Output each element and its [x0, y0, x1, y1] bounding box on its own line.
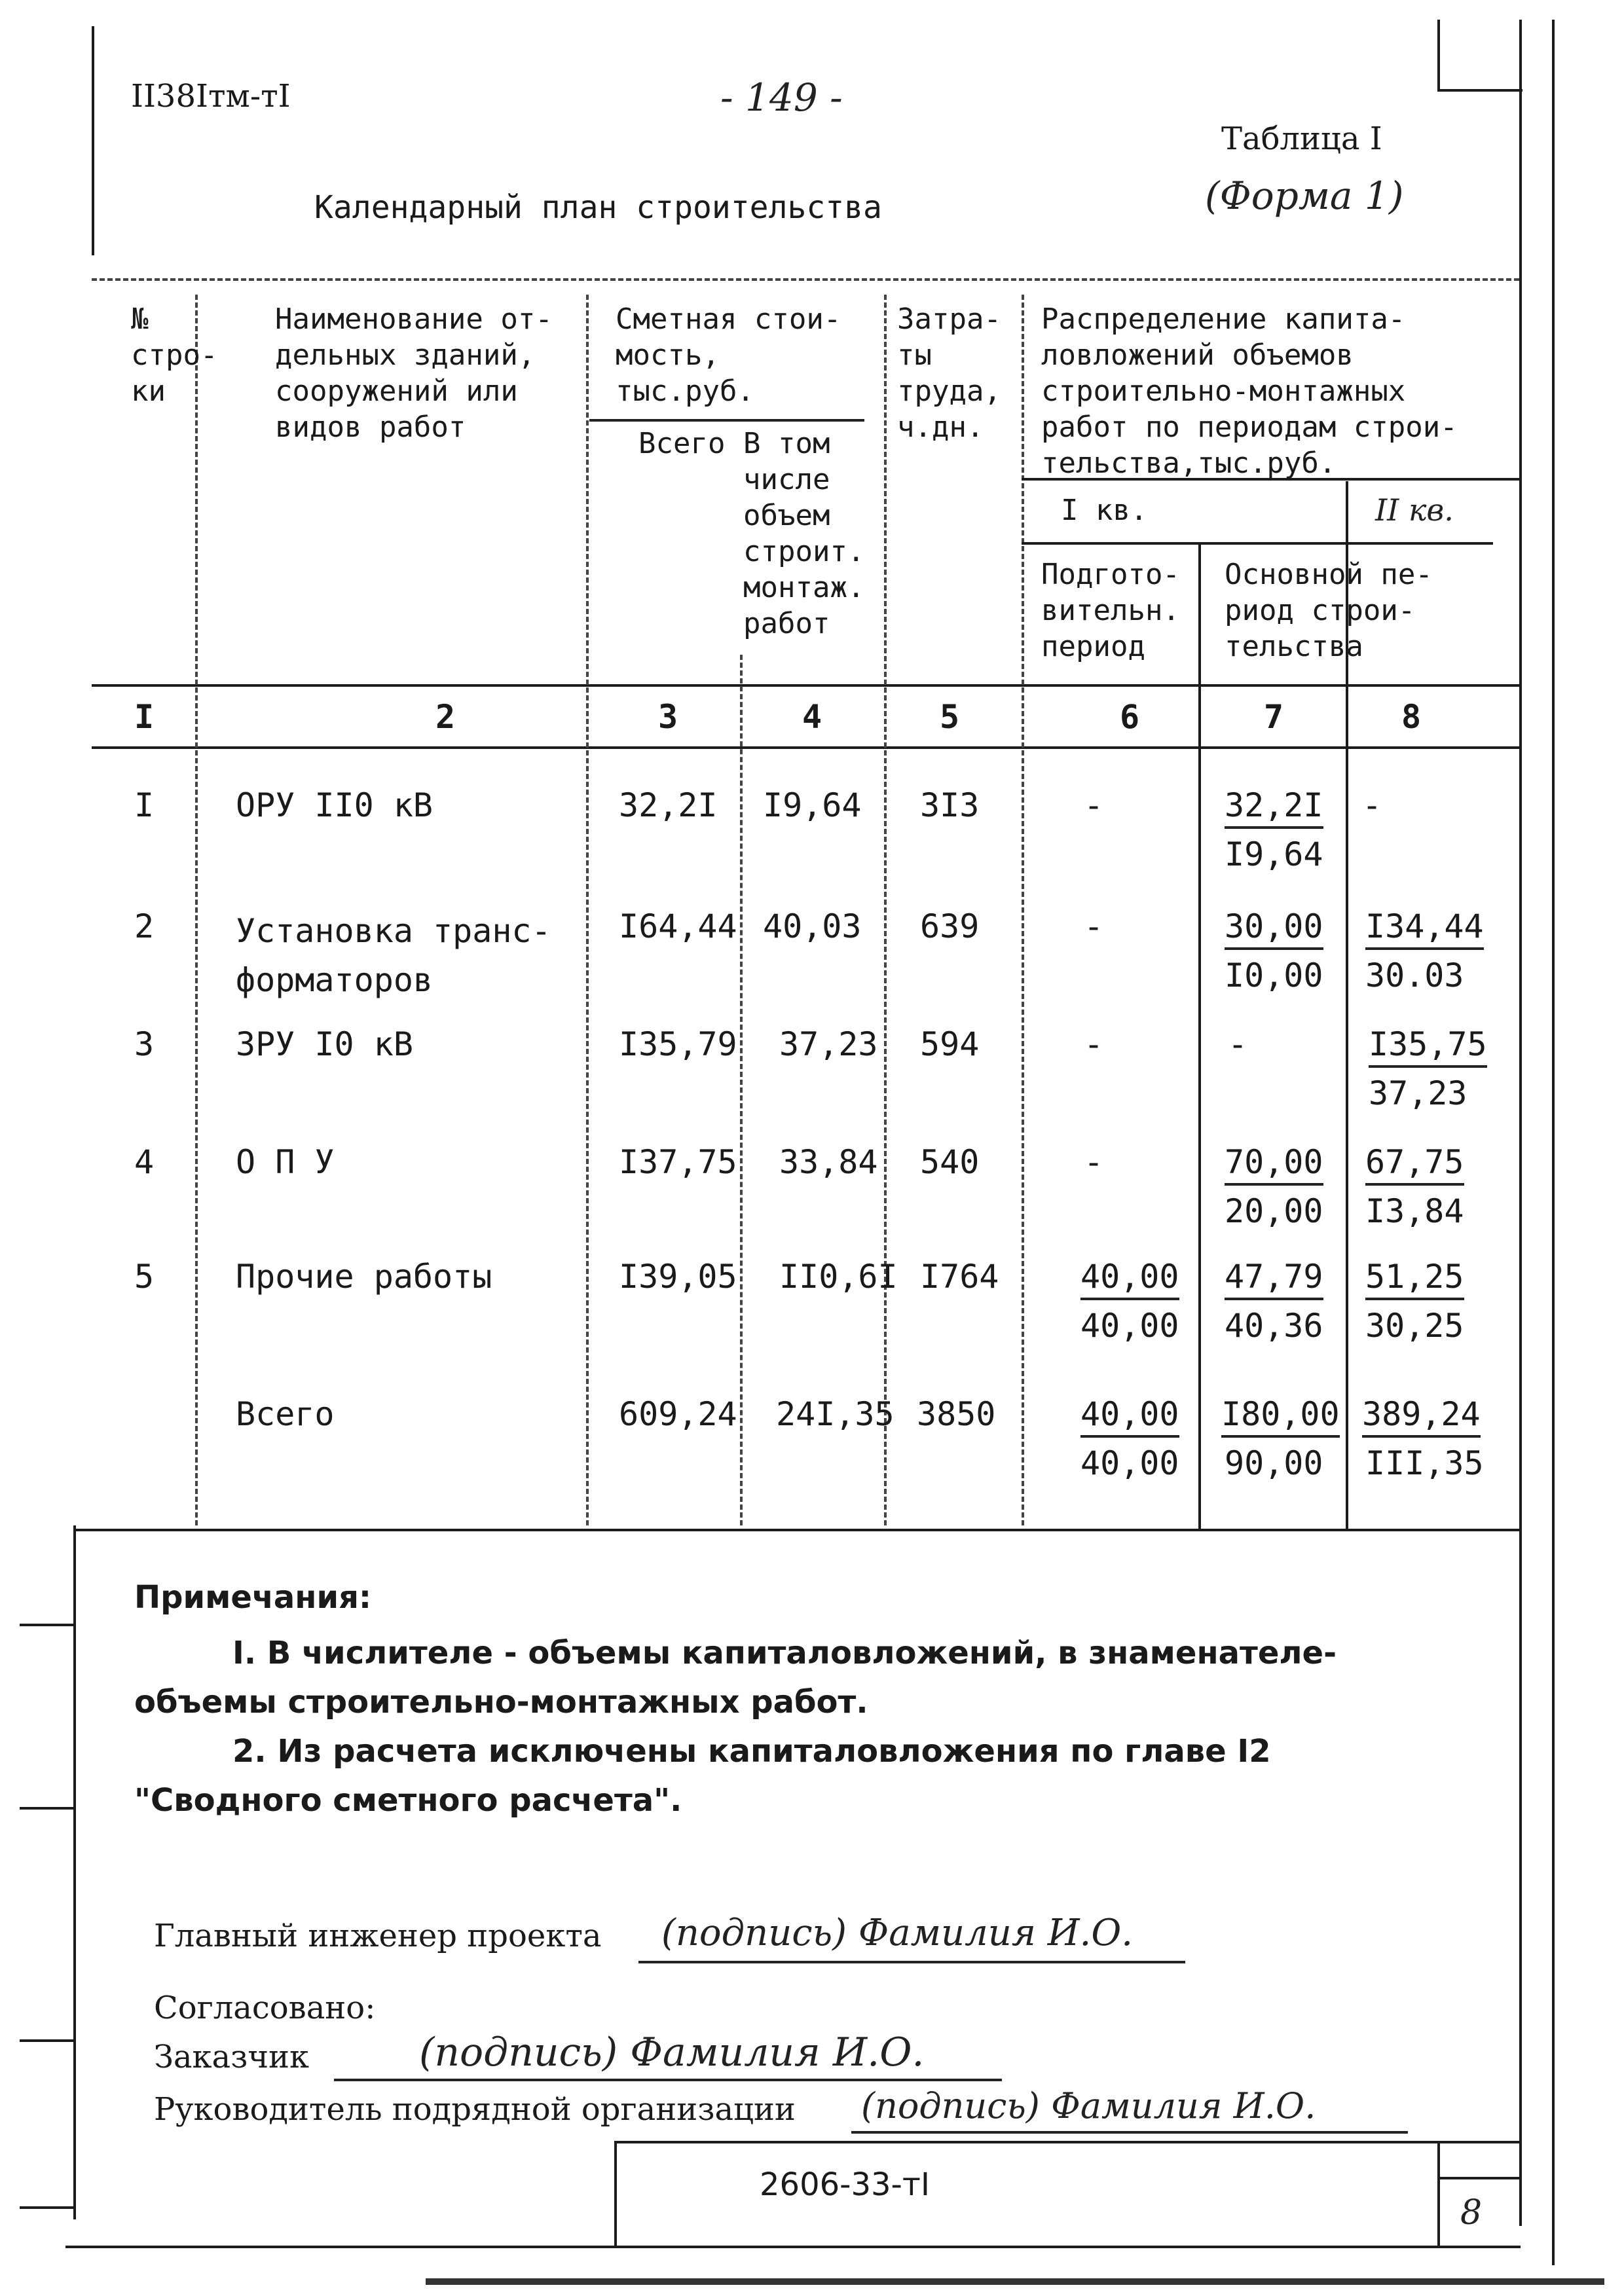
- col-header-estimated-cost: Сметная стои- мость, тыс.руб.: [616, 302, 841, 408]
- row-prep-den: 40,00: [1080, 1307, 1179, 1345]
- contractor-signature-line: [851, 2131, 1408, 2134]
- corner-mark-v: [1437, 20, 1440, 92]
- column-number: 7: [1264, 698, 1284, 736]
- row-labor: 540: [920, 1143, 980, 1181]
- row-smr: 37,23: [779, 1025, 878, 1063]
- row-name: Установка транс- форматоров: [236, 912, 551, 999]
- table-label: Таблица I: [1221, 120, 1382, 157]
- col-header-main-period: Основной пе- риод строи- тельства: [1225, 558, 1433, 663]
- row-smr: 40,03: [763, 907, 862, 945]
- col-header-row-number: № стро- ки: [131, 302, 218, 408]
- total-row-prep-den: 40,00: [1080, 1444, 1179, 1482]
- row-main-num: -: [1228, 1025, 1248, 1063]
- stamp-left-line: [614, 2141, 617, 2246]
- row-smr: I9,64: [763, 786, 862, 824]
- stamp-top-line: [616, 2141, 1521, 2143]
- row-total: I39,05: [619, 1258, 737, 1296]
- binder-mark: [20, 1807, 75, 1810]
- table-top-border: [92, 278, 1519, 281]
- row-q2-num: 51,25: [1365, 1257, 1464, 1300]
- row-total: I37,75: [619, 1143, 737, 1181]
- note-line: "Сводного сметного расчета".: [134, 1782, 682, 1819]
- chief-signature-line: [638, 1961, 1185, 1963]
- row-main-den: I0,00: [1225, 957, 1323, 994]
- stamp-document-code: 2606-33-тI: [760, 2166, 930, 2203]
- row-prep-num: -: [1084, 907, 1104, 945]
- agreed-label: Согласовано:: [154, 1990, 376, 2026]
- contractor-label: Руководитель подрядной организации: [154, 2091, 796, 2128]
- row-main-den: I9,64: [1225, 835, 1323, 873]
- note-line: I. В числителе - объемы капиталовложений, в знаменателе-: [232, 1635, 1337, 1671]
- customer-signature: (подпись) Фамилия И.О.: [419, 2030, 925, 2075]
- row-q2-num: I34,44: [1365, 907, 1484, 950]
- contractor-signature: (подпись) Фамилия И.О.: [861, 2085, 1316, 2126]
- row-name: Прочие работы: [236, 1258, 492, 1296]
- row-name: ОРУ II0 кВ: [236, 786, 434, 824]
- col-divider-3: [740, 655, 743, 1525]
- total-row-q2-num: 389,24: [1362, 1394, 1481, 1438]
- column-number: 8: [1401, 698, 1422, 736]
- column-number: I: [134, 698, 155, 736]
- row-smr: 33,84: [779, 1143, 878, 1181]
- cost-header-underline: [589, 419, 864, 422]
- row-name: О П У: [236, 1143, 335, 1181]
- total-row-smr: 24I,35: [776, 1395, 895, 1433]
- row-q2-den: 30.03: [1365, 957, 1464, 994]
- col-header-preparatory: Подгото- вительн. период: [1041, 558, 1180, 663]
- total-row-main-den: 90,00: [1225, 1444, 1323, 1482]
- row-number: 2: [134, 907, 155, 945]
- row-q2-num: -: [1362, 786, 1382, 824]
- total-row-prep-num: 40,00: [1080, 1394, 1179, 1438]
- total-row-q2-den: III,35: [1365, 1444, 1484, 1482]
- row-q2-den: 37,23: [1369, 1074, 1467, 1112]
- form-label: (Форма 1): [1205, 173, 1404, 218]
- column-number: 4: [802, 698, 822, 736]
- binder-mark: [20, 2039, 75, 2042]
- customer-label: Заказчик: [154, 2039, 310, 2075]
- customer-signature-line: [334, 2079, 1002, 2081]
- col-header-total: Всего: [638, 427, 726, 460]
- column-number: 2: [435, 698, 456, 736]
- chief-engineer-signature: (подпись) Фамилия И.О.: [661, 1912, 1134, 1954]
- col-divider-2: [586, 295, 589, 1525]
- total-row-main-num: I80,00: [1221, 1394, 1340, 1438]
- note-line: 2. Из расчета исключены капиталовложения по главе I2: [232, 1733, 1271, 1770]
- row-number: 4: [134, 1143, 155, 1181]
- col-header-q1: I кв.: [1061, 494, 1148, 527]
- stamp-sheet-number: 8: [1460, 2193, 1483, 2232]
- row-labor: 639: [920, 907, 980, 945]
- row-main-num: 30,00: [1225, 907, 1323, 950]
- col-header-distribution: Распределение капита- ловложений объемов строительно-монтажных работ по периодам строи- тельства,тыс.руб.: [1041, 302, 1458, 480]
- column-number: 3: [658, 698, 678, 736]
- total-row-labor: 3850: [917, 1395, 996, 1433]
- header-bottom-line: [92, 684, 1519, 687]
- row-main-den: 40,36: [1225, 1307, 1323, 1345]
- notes-title: Примечания:: [134, 1579, 372, 1616]
- col-divider-6: [1198, 543, 1201, 1529]
- row-q2-den: 30,25: [1365, 1307, 1464, 1345]
- col-header-q2: II кв.: [1375, 492, 1454, 528]
- row-q2-den: I3,84: [1365, 1192, 1464, 1230]
- header-sub-line-2: [1022, 542, 1493, 545]
- row-main-num: 47,79: [1225, 1257, 1323, 1300]
- row-prep-num: 40,00: [1080, 1257, 1179, 1300]
- binder-mark: [20, 2206, 75, 2209]
- col-divider-4: [884, 295, 887, 1525]
- row-number: 5: [134, 1258, 155, 1296]
- note-line: объемы строительно-монтажных работ.: [134, 1684, 868, 1721]
- row-main-den: 20,00: [1225, 1192, 1323, 1230]
- col-header-name: Наименование от- дельных зданий, сооружений или видов работ: [275, 302, 553, 444]
- corner-mark-h: [1437, 89, 1522, 92]
- stamp-sheet-divider-h: [1437, 2177, 1521, 2179]
- column-number: 5: [940, 698, 960, 736]
- col-header-labor: Затра- ты труда, ч.дн.: [897, 302, 1001, 444]
- col-divider-1: [195, 295, 198, 1525]
- table-bottom-line: [73, 1529, 1521, 1531]
- row-name: ЗРУ I0 кВ: [236, 1025, 413, 1063]
- row-total: 32,2I: [619, 786, 718, 824]
- chief-engineer-label: Главный инженер проекта: [154, 1918, 602, 1954]
- row-number: I: [134, 786, 155, 824]
- colnum-bottom-line: [92, 746, 1519, 749]
- stamp-sheet-divider-v: [1437, 2141, 1440, 2246]
- col-header-smr: В том числе объем строит. монтаж. работ: [743, 427, 865, 640]
- total-row-label: Всего: [236, 1395, 335, 1433]
- row-prep-num: -: [1084, 1025, 1104, 1063]
- total-row-total: 609,24: [619, 1395, 737, 1433]
- row-total: I64,44: [619, 907, 737, 945]
- bottom-edge-line: [426, 2278, 1604, 2285]
- outer-right-line: [1552, 20, 1555, 2265]
- document-code: II38Iтм-тI: [131, 78, 291, 115]
- page-right-border: [1519, 20, 1522, 2226]
- row-total: I35,79: [619, 1025, 737, 1063]
- left-margin-line: [92, 26, 94, 255]
- row-labor: 594: [920, 1025, 980, 1063]
- row-prep-num: -: [1084, 1143, 1104, 1181]
- row-labor: 3I3: [920, 786, 980, 824]
- binder-mark: [20, 1624, 75, 1626]
- row-main-num: 70,00: [1225, 1142, 1323, 1186]
- column-number: 6: [1120, 698, 1140, 736]
- row-q2-num: 67,75: [1365, 1142, 1464, 1186]
- page-number: - 149 -: [720, 75, 843, 120]
- row-prep-num: -: [1084, 786, 1104, 824]
- row-q2-num: I35,75: [1369, 1025, 1487, 1068]
- stamp-bottom-line: [65, 2246, 1521, 2248]
- row-number: 3: [134, 1025, 155, 1063]
- row-smr: II0,6I: [779, 1258, 898, 1296]
- row-main-num: 32,2I: [1225, 786, 1323, 829]
- left-border-line: [73, 1525, 76, 2219]
- row-labor: I764: [920, 1258, 999, 1296]
- page-title: Календарный план строительства: [314, 189, 882, 226]
